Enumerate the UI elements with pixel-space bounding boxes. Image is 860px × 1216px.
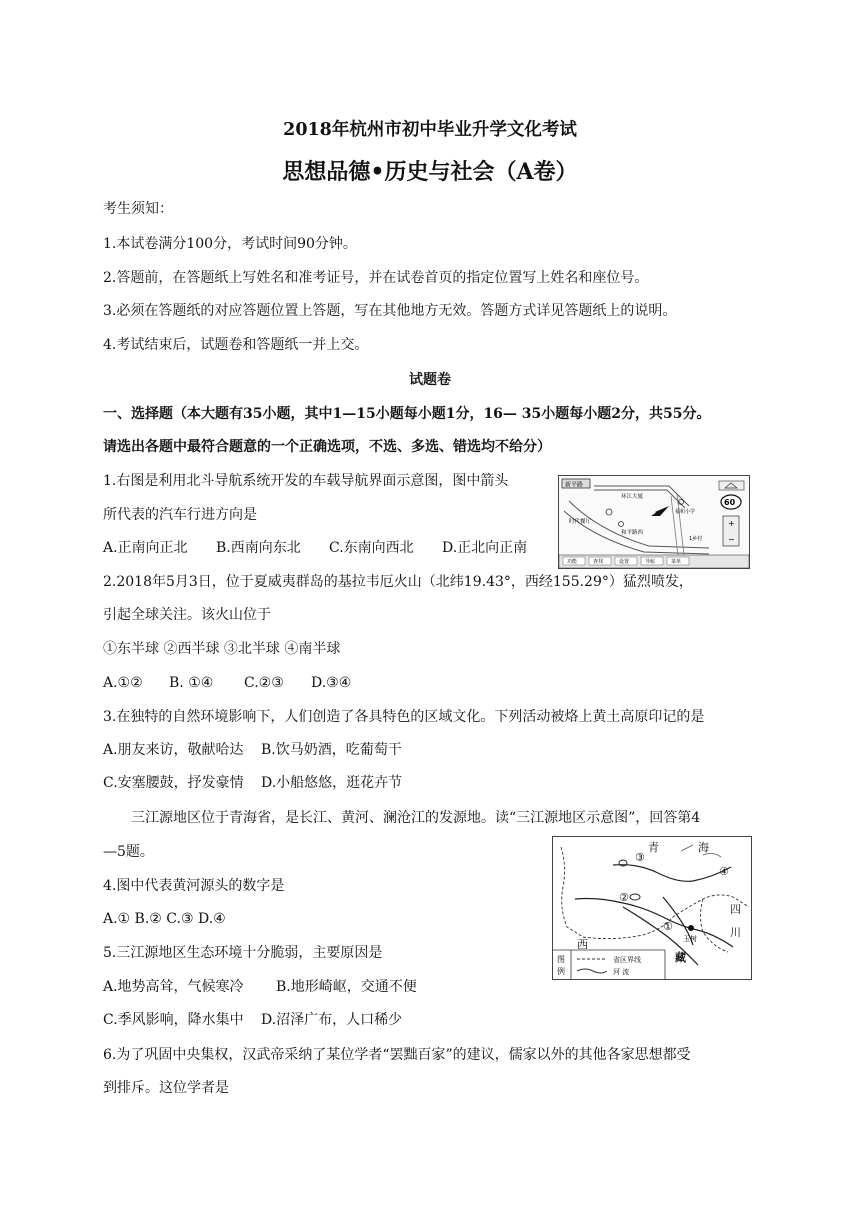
map-marker: ④ (719, 865, 729, 878)
q2-option-b: B. ①④ (169, 675, 214, 691)
q3-option-b: B.饮马奶酒，吃葡萄干 (261, 742, 402, 758)
q5-option-b: B.地形崎岖，交通不便 (276, 979, 417, 995)
svg-text:省区界线: 省区界线 (613, 956, 641, 964)
notice-item: 2.答题前，在答题纸上写姓名和准考证号，并在试卷首页的指定位置写上姓名和座位号。 (103, 270, 649, 286)
zoom-in-icon: + (728, 519, 735, 528)
sanjiangyuan-map (552, 836, 752, 980)
q1-option-a: A.正南向正北 (103, 540, 188, 556)
q5-option-d: D.沼泽广布，人口稀少 (261, 1012, 403, 1028)
notice-heading: 考生须知： (103, 201, 173, 217)
notice-item: 4.考试结束后，试题卷和答题纸一并上交。 (103, 337, 369, 353)
map-legend (557, 955, 641, 976)
q3-options-2 (103, 773, 402, 793)
q5-stem: 5.三江源地区生态环境十分脆弱，主要原因是 (103, 945, 383, 961)
q2-option-a: A.①② (103, 675, 143, 691)
notice-item: 3.必须在答题纸的对应答题位置上答题，写在其他地方无效。答题方式详见答题纸上的说明。 (103, 303, 677, 319)
nav-road-label: 环江大厦 (621, 494, 644, 500)
q5-option-a: A.地势高耸，气候寒冷 (103, 979, 244, 995)
q1-options (103, 538, 527, 558)
province-boundary (561, 847, 749, 952)
map-label: 海 (698, 841, 709, 854)
map-label: 玉树 (683, 935, 697, 943)
map-marker: ③ (635, 851, 645, 864)
q2-choices: ①东半球 ②西半球 ③北半球 ④南半球 (103, 641, 341, 657)
q2-option-c: C.②③ (244, 675, 284, 691)
nav-right-label: 福和小学 (675, 509, 696, 515)
zoom-out-icon: − (728, 535, 735, 544)
nav-button: 设置 (619, 559, 630, 565)
nav-button: 菜单 (671, 559, 682, 565)
q1-option-b: B.西南向东北 (216, 540, 301, 556)
q5-options-1 (103, 977, 417, 997)
q3-option-d: D.小船悠悠，逛花卉节 (261, 775, 403, 791)
q3-option-a: A.朋友来访，敬献哈达 (103, 742, 244, 758)
svg-text:图: 图 (557, 955, 565, 964)
section-intro-1: 一、选择题（本大题有35小题，其中1—15小题每小题1分，16— 35小题每小题2分，共55分。 (103, 406, 711, 422)
nav-button: 功能 (567, 559, 578, 565)
q4-options: A.① B.② C.③ D.④ (103, 911, 226, 927)
map-marker: ① (663, 920, 673, 933)
q5-option-c: C.季风影响，降水集中 (103, 1012, 244, 1028)
notice-item: 1.本试卷满分100分，考试时间90分钟。 (103, 236, 357, 252)
speed-limit: 60 (724, 498, 736, 507)
q3-options-1 (103, 740, 402, 760)
q3-option-c: C.安塞腰鼓，抒发豪情 (103, 775, 244, 791)
passage-line-2: —5题。 (103, 844, 154, 860)
map-label: 四 (730, 903, 741, 916)
q3-stem: 3.在独特的自然环境影响下，人们创造了各具特色的区域文化。下列活动被烙上黄土高原印记的是 (103, 709, 705, 725)
q6-stem-2: 到排斥。这位学者是 (103, 1080, 229, 1096)
map-label: 西 (577, 938, 588, 951)
map-label: 川 (730, 926, 741, 939)
q2-options (103, 673, 351, 693)
q1-stem-2: 所代表的汽车行进方向是 (103, 507, 257, 523)
nav-button: 查找 (593, 559, 604, 565)
q1-option-c: C.东南向西北 (329, 540, 414, 556)
svg-text:河 流: 河 流 (613, 968, 630, 976)
nav-bottom-label: 和平路西 (621, 530, 644, 536)
q2-stem-1: 2.2018年5月3日，位于夏威夷群岛的基拉韦厄火山（北纬19.43°，西经155.29°）猛烈喷发， (103, 574, 693, 590)
section-intro-2: 请选出各题中最符合题意的一个正确选项，不选、多选、错选均不给分） (103, 439, 551, 455)
exam-subtitle: 思想品德•历史与社会（A卷） (282, 159, 578, 185)
svg-text:例: 例 (557, 967, 565, 976)
q5-options-2 (103, 1010, 402, 1030)
nav-corner-label: 1乡村 (689, 536, 703, 542)
section-title: 试题卷 (409, 372, 451, 388)
map-marker: ② (619, 891, 629, 904)
q2-option-d: D.③④ (311, 675, 352, 691)
navigation-figure (558, 475, 750, 569)
nav-button: 导航 (645, 559, 656, 565)
map-label: 藏 (675, 951, 686, 964)
q2-stem-2: 引起全球关注。该火山位于 (103, 607, 271, 623)
q1-stem-1: 1.右图是利用北斗导航系统开发的车载导航界面示意图，图中箭头 (103, 473, 509, 489)
nav-left-label: 时代餐厅 (569, 519, 592, 525)
passage-line-1: 三江源地区位于青海省，是长江、黄河、澜沧江的发源地。读“三江源地区示意图”，回答第4 (131, 810, 701, 826)
q6-stem-1: 6.为了巩固中央集权，汉武帝采纳了某位学者“罢黜百家”的建议，儒家以外的其他各家思想都受 (103, 1047, 691, 1063)
q1-option-d: D.正北向正南 (442, 540, 528, 556)
map-label: 青 (648, 841, 659, 854)
nav-top-label: 新平路 (565, 481, 584, 489)
q4-stem: 4.图中代表黄河源头的数字是 (103, 878, 285, 894)
exam-title: 2018年杭州市初中毕业升学文化考试 (283, 120, 577, 140)
